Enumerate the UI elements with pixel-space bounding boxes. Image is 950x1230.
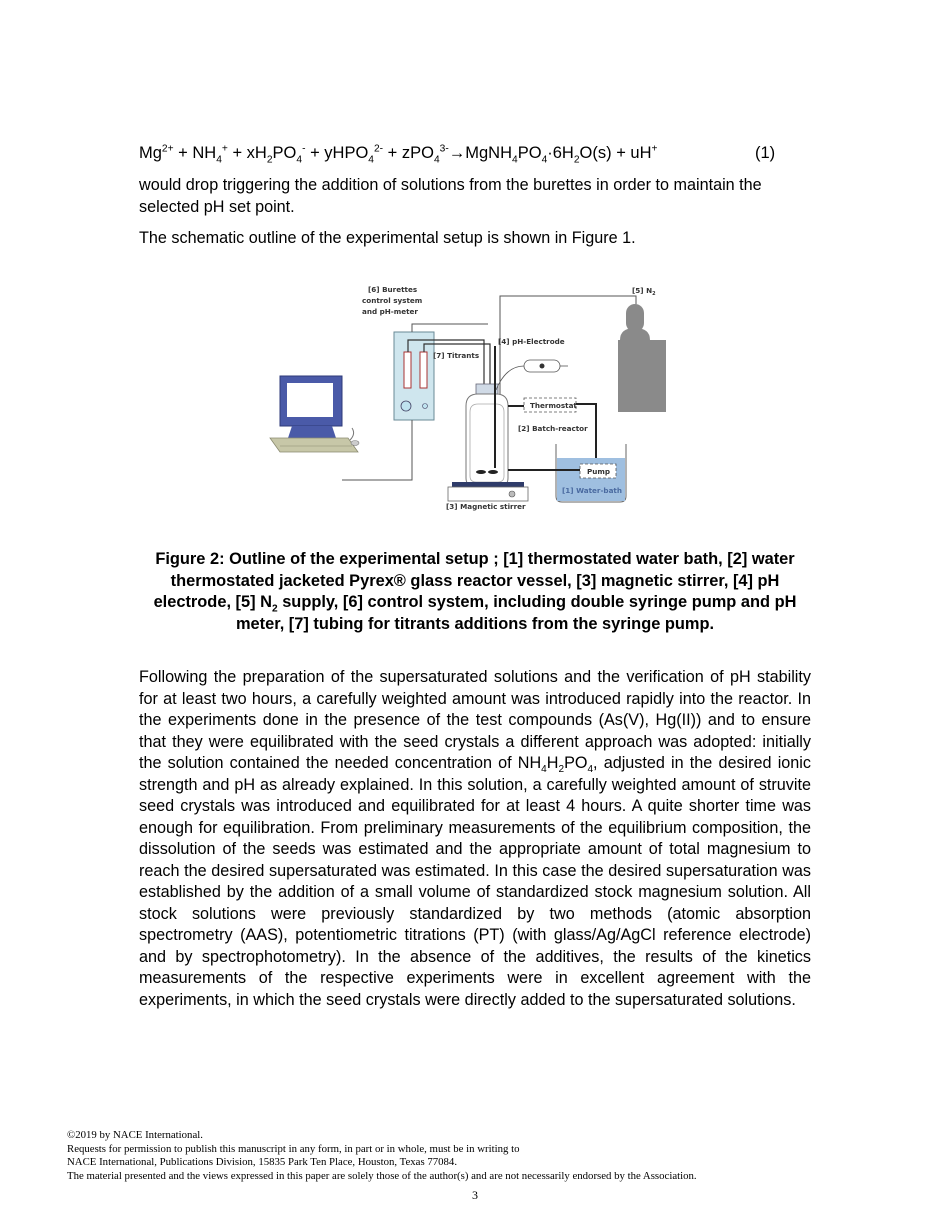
paragraph-intro-1: would drop triggering the addition of solutions from the burettes in order to maintain the selected pH set point. (139, 176, 762, 216)
page-number: 3 (472, 1188, 478, 1202)
label-thermostat: Thermostat (530, 401, 577, 410)
label-water-bath: [1] Water-bath (562, 486, 622, 495)
label-n2: [5] $N_2$ (632, 286, 656, 297)
burette-right (420, 352, 427, 388)
computer-icon (270, 376, 359, 452)
n2-cylinder-icon (618, 304, 666, 412)
equation-1 (139, 143, 819, 166)
burettes-control-panel (394, 332, 434, 420)
label-batch-reactor: [2] Batch-reactor (518, 424, 588, 433)
label-ph-electrode: [4] pH-Electrode (498, 337, 565, 346)
footer-line-4: The material presented and the views expressed in this paper are solely those of the author(s) and are not necessarily endorsed by the Association. (67, 1169, 697, 1182)
label-burettes-3: and pH-meter (362, 307, 418, 316)
label-burettes-2: control system (362, 296, 423, 305)
paragraph-body: Following the preparation of the supersaturated solutions and the verification of pH stability for at least two hours, a carefully weighted amount was introduced rapidly into the reactor. In the experiments done in the presence of the test compounds (As(V), Hg(II)) and to ensure that they were equilibrated with the seed crystals a different approach was adopted: initially the solution contained the needed concentration of $NH_4H_2PO_4$, adjusted in the desired ionic strength and pH as already explained. In this solution, a carefully weighted amount of struvite seed crystals was introduced and equilibrated for at least 4 hours. A quite shorter time was enough for equilibration. From preliminary measurements of the equilibrium composition, the dissolution of the seeds was estimated and the appropriate amount of total magnesium to reach the desired supersaturated was estimated. In this case the desired supersaturation was established by the addition of a small volume of standardized stock magnesium solution. All stock solutions were previously standardized by two methods (atomic absorption spectrometry (AAS), potentiometric titrations (PT) (with glass/Ag/AgCl reference electrode) and by spectrophotometry). In the absence of the additives, the results of the kinetics measurements of the respective experiments were in excellent agreement with the experiments, in which the seed crystals were directly added to the supersaturated solutions. (139, 668, 811, 1009)
label-burettes-1: [6] Burettes (368, 285, 418, 294)
footer-line-2: Requests for permission to publish this manuscript in any form, in part or in whole, must be in writing to (67, 1142, 520, 1155)
ph-electrode-icon (496, 360, 568, 390)
n2-gas-line (500, 296, 636, 460)
paragraph-intro-2: The schematic outline of the experimental setup is shown in Figure 1. (139, 229, 636, 247)
label-pump: Pump (587, 467, 611, 476)
footer-line-3: NACE International, Publications Division, 15835 Park Ten Place, Houston, Texas 77084. (67, 1156, 458, 1169)
burette-left (404, 352, 411, 388)
equation-formula: $Mg^{2+} + NH_4^+ + xH_2PO_4^-$ + yHPO$_4^{2-}$ + $zPO_4^{3-}\to MgNH_4PO_4\cdot 6H_2O(s) + uH^+$ (139, 143, 658, 166)
label-magnetic-stirrer: [3] Magnetic stirrer (446, 502, 526, 511)
label-titrants: [7] Titrants (433, 351, 480, 360)
footer-line-1: ©2019 by NACE International. (67, 1129, 203, 1141)
magnetic-stirrer (448, 482, 528, 501)
copyright-footer (67, 1129, 887, 1183)
figure-caption: Figure 2: Outline of the experimental setup ; [1] thermostated water bath, [2] water thermostated jacketed Pyrex® glass reactor vessel, [3] magnetic stirrer, [4] pH electrode, [5] $N_2$ supply, [6] control system, including double syringe pump and pH meter, [7] tubing for titrants additions from the syringe pump. (153, 550, 797, 633)
experimental-setup-figure (262, 280, 682, 520)
equation-number: (1) (755, 144, 776, 162)
batch-reactor-vessel (466, 384, 508, 486)
